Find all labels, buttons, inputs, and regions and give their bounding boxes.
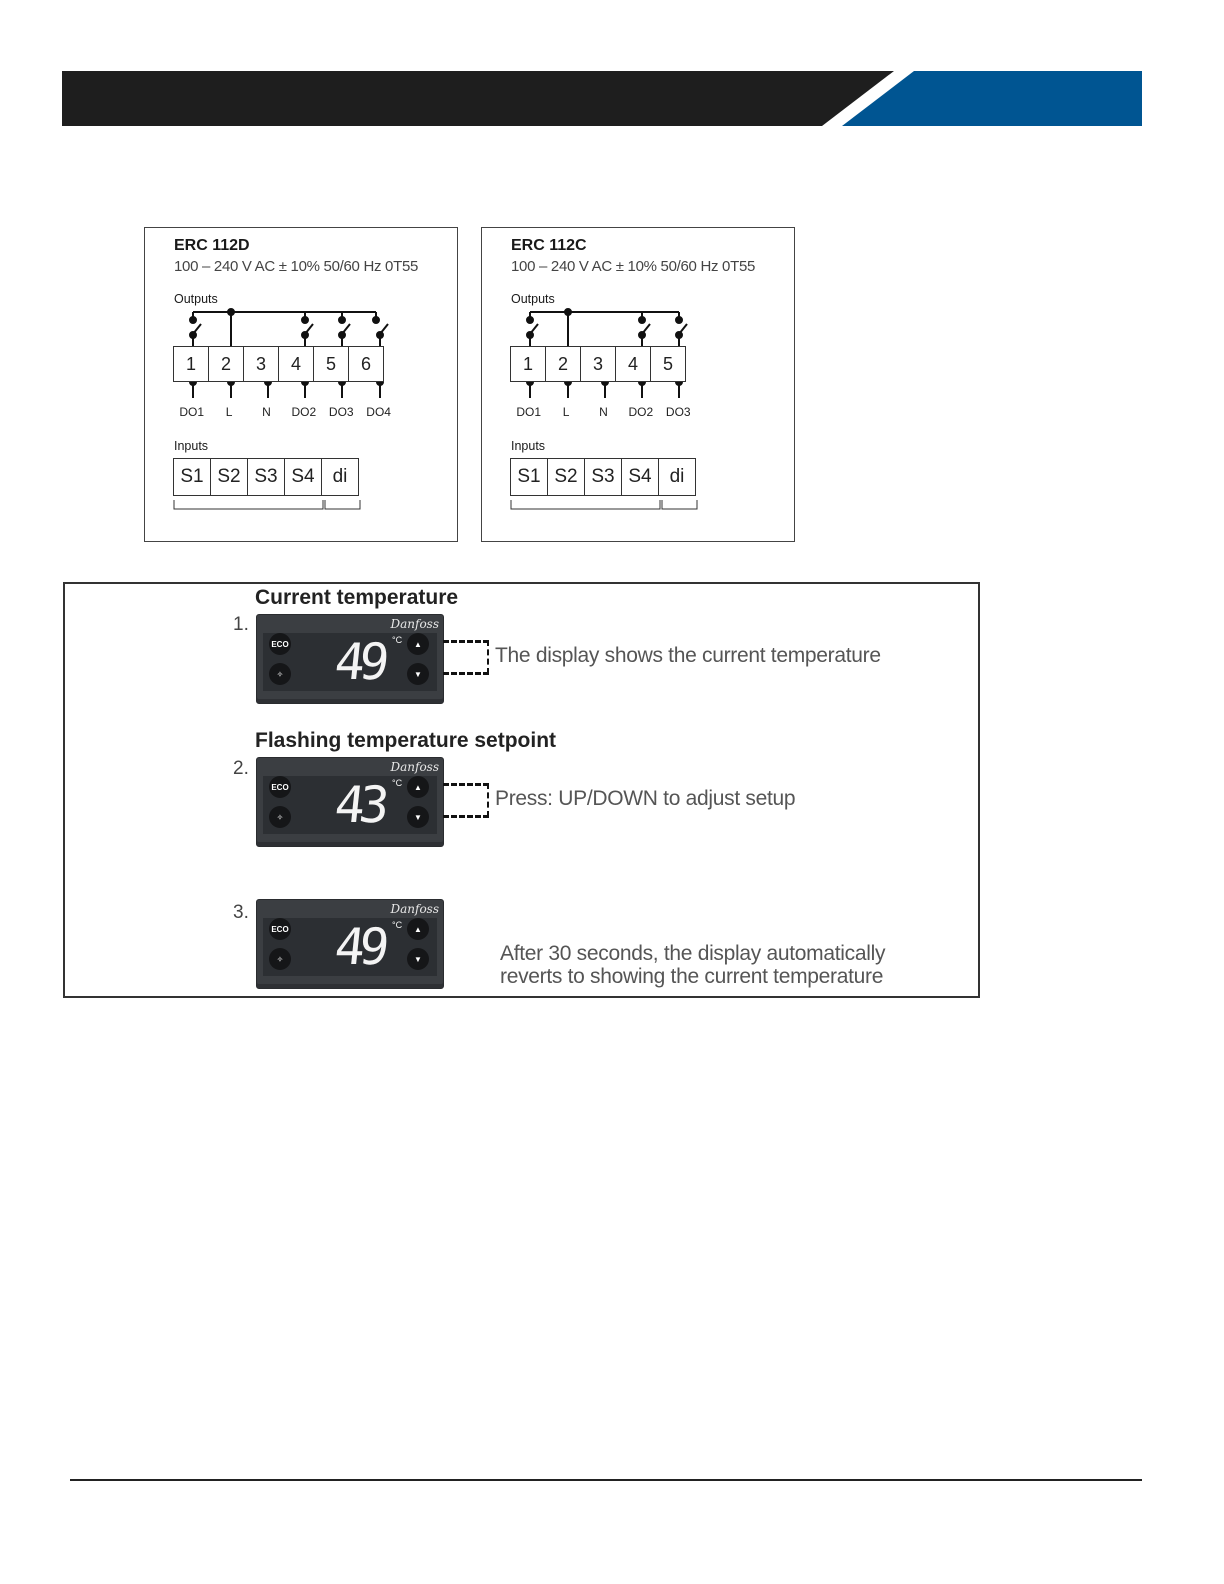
terminal: 3 [580,346,616,382]
unit-label: °C [392,778,403,788]
input-terminal: di [658,458,696,496]
callout-line [443,783,489,786]
light-icon[interactable]: ✧ [269,663,291,685]
callout-line [443,640,489,643]
header-accent-band [842,71,1142,126]
terminal-label: L [562,405,570,419]
up-arrow-icon[interactable]: ▲ [407,776,429,798]
input-terminal: di [321,458,359,496]
terminal: 1 [173,346,209,382]
brand-logo: Danfoss [390,902,439,916]
light-icon[interactable]: ✧ [269,948,291,970]
input-terminal: S4 [284,458,322,496]
inputs-label: Inputs [511,439,546,453]
step-description: The display shows the current temperature [495,644,881,667]
step-description-line2: reverts to showing the current temperature [500,965,884,988]
terminal: 3 [243,346,279,382]
eco-button[interactable]: ECO [269,918,291,940]
terminal-label: N [599,405,608,419]
terminal-label: DO3 [665,405,691,419]
callout-line [443,815,489,818]
eco-button[interactable]: ECO [269,776,291,798]
input-terminal: S2 [547,458,585,496]
input-bracket-icon [145,228,457,518]
input-terminal: S1 [510,458,548,496]
power-spec: 100 – 240 V AC ± 10% 50/60 Hz 0T55 [511,258,756,275]
input-terminal: S3 [584,458,622,496]
outputs-label: Outputs [174,292,218,306]
terminal: 5 [650,346,686,382]
terminal-label: DO3 [328,405,354,419]
unit-label: °C [392,920,403,930]
step-number: 2. [233,758,249,779]
terminal-label: DO1 [179,405,205,419]
terminal: 4 [615,346,651,382]
power-spec: 100 – 240 V AC ± 10% 50/60 Hz 0T55 [174,258,419,275]
up-arrow-icon[interactable]: ▲ [407,633,429,655]
brand-logo: Danfoss [390,617,439,631]
input-terminal: S1 [173,458,211,496]
down-arrow-icon[interactable]: ▼ [407,806,429,828]
temperature-reading: 49 [331,633,387,691]
header-dark-band [62,71,894,126]
controller-display [256,899,444,989]
step-number: 3. [233,902,249,923]
down-arrow-icon[interactable]: ▼ [407,948,429,970]
eco-button[interactable]: ECO [269,633,291,655]
callout-line [443,672,489,675]
terminal: 2 [545,346,581,382]
light-icon[interactable]: ✧ [269,806,291,828]
input-terminal: S2 [210,458,248,496]
inputs-label: Inputs [174,439,209,453]
controller-instructions-panel [63,582,980,998]
terminal: 5 [313,346,349,382]
terminal: 1 [510,346,546,382]
terminal: 2 [208,346,244,382]
input-bracket-icon [482,228,794,518]
footer-divider [70,1479,1142,1481]
controller-display [256,614,444,704]
terminal-label: DO4 [366,405,391,419]
terminal-label: DO2 [291,405,317,419]
controller-display [256,757,444,847]
terminal: 4 [278,346,314,382]
step-description-line1: After 30 seconds, the display automatically [500,942,886,965]
model-name: ERC 112D [174,237,250,254]
header-banner [62,71,1142,126]
terminal-label: DO1 [516,405,542,419]
terminal-label: N [262,405,271,419]
brand-logo: Danfoss [390,760,439,774]
temperature-reading: 49 [331,918,387,976]
callout-line [487,640,489,674]
input-terminal: S3 [247,458,285,496]
outputs-label: Outputs [511,292,555,306]
unit-label: °C [392,635,403,645]
step-number: 1. [233,614,249,635]
wiring-diagram-erc112c [481,227,795,542]
terminal-label: DO2 [628,405,654,419]
step-title: Current temperature [255,586,459,609]
step-title: Flashing temperature setpoint [255,729,557,752]
callout-line [487,783,489,817]
temperature-reading: 43 [331,776,387,834]
terminal: 6 [348,346,384,382]
up-arrow-icon[interactable]: ▲ [407,918,429,940]
model-name: ERC 112C [511,237,587,254]
input-terminal: S4 [621,458,659,496]
wiring-diagram-erc112d [144,227,458,542]
step-description: Press: UP/DOWN to adjust setup [495,787,796,810]
down-arrow-icon[interactable]: ▼ [407,663,429,685]
terminal-label: L [225,405,233,419]
